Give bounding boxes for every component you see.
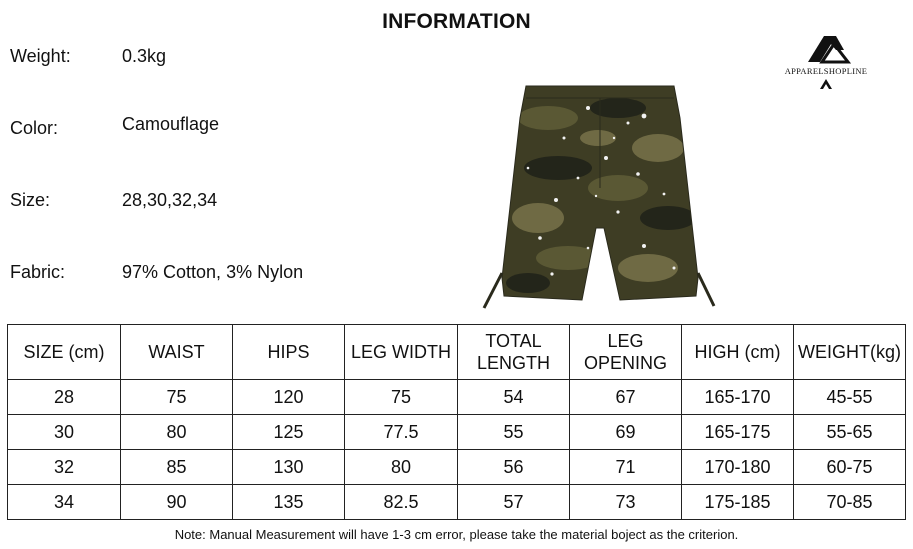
- column-header: SIZE (cm): [8, 325, 121, 380]
- table-cell: 130: [233, 450, 345, 485]
- table-cell: 75: [121, 380, 233, 415]
- camouflage-shorts-image: [468, 78, 732, 314]
- page-title: INFORMATION: [382, 10, 531, 33]
- column-header: LEG OPENING: [570, 325, 682, 380]
- table-row: [8, 450, 906, 485]
- brand-name: APPARELSHOPLINE: [784, 66, 868, 76]
- table-cell: 165-170: [682, 380, 794, 415]
- table-cell: 165-175: [682, 415, 794, 450]
- table-cell: 45-55: [794, 380, 906, 415]
- table-cell: 75: [345, 380, 458, 415]
- table-cell: 71: [570, 450, 682, 485]
- table-cell: 28: [8, 380, 121, 415]
- fabric-label: Fabric:: [10, 262, 66, 282]
- table-cell: 90: [121, 485, 233, 520]
- table-cell: 77.5: [345, 415, 458, 450]
- table-cell: 67: [570, 380, 682, 415]
- table-cell: 54: [458, 380, 570, 415]
- size-label: Size:: [10, 190, 51, 210]
- table-cell: 73: [570, 485, 682, 520]
- table-row: [8, 380, 906, 415]
- table-header-row: [8, 325, 906, 380]
- measurement-note: Note: Manual Measurement will have 1-3 cm error, please take the material boject as the criterion.: [174, 527, 739, 542]
- table-cell: 80: [345, 450, 458, 485]
- table-cell: 80: [121, 415, 233, 450]
- column-header: HIPS: [233, 325, 345, 380]
- table-cell: 55: [458, 415, 570, 450]
- size-chart-table: [7, 324, 906, 520]
- size-value: 28,30,32,34: [122, 190, 218, 210]
- table-row: [8, 485, 906, 520]
- fabric-value: 97% Cotton, 3% Nylon: [122, 262, 304, 282]
- table-cell: 69: [570, 415, 682, 450]
- table-cell: 120: [233, 380, 345, 415]
- table-cell: 34: [8, 485, 121, 520]
- color-value: Camouflage: [122, 114, 220, 134]
- column-header: TOTAL LENGTH: [458, 325, 570, 380]
- brand-mark-icon: [819, 78, 833, 90]
- table-cell: 135: [233, 485, 345, 520]
- table-cell: 125: [233, 415, 345, 450]
- color-label: Color:: [10, 118, 59, 138]
- table-cell: 57: [458, 485, 570, 520]
- column-header: HIGH (cm): [682, 325, 794, 380]
- table-cell: 82.5: [345, 485, 458, 520]
- table-cell: 55-65: [794, 415, 906, 450]
- column-header: WAIST: [121, 325, 233, 380]
- table-cell: 60-75: [794, 450, 906, 485]
- weight-value: 0.3kg: [122, 46, 167, 66]
- table-cell: 70-85: [794, 485, 906, 520]
- table-cell: 56: [458, 450, 570, 485]
- table-cell: 170-180: [682, 450, 794, 485]
- table-cell: 32: [8, 450, 121, 485]
- table-cell: 85: [121, 450, 233, 485]
- table-cell: 30: [8, 415, 121, 450]
- column-header: WEIGHT(kg): [794, 325, 906, 380]
- table-cell: 175-185: [682, 485, 794, 520]
- table-row: [8, 415, 906, 450]
- weight-label: Weight:: [10, 46, 71, 66]
- column-header: LEG WIDTH: [345, 325, 458, 380]
